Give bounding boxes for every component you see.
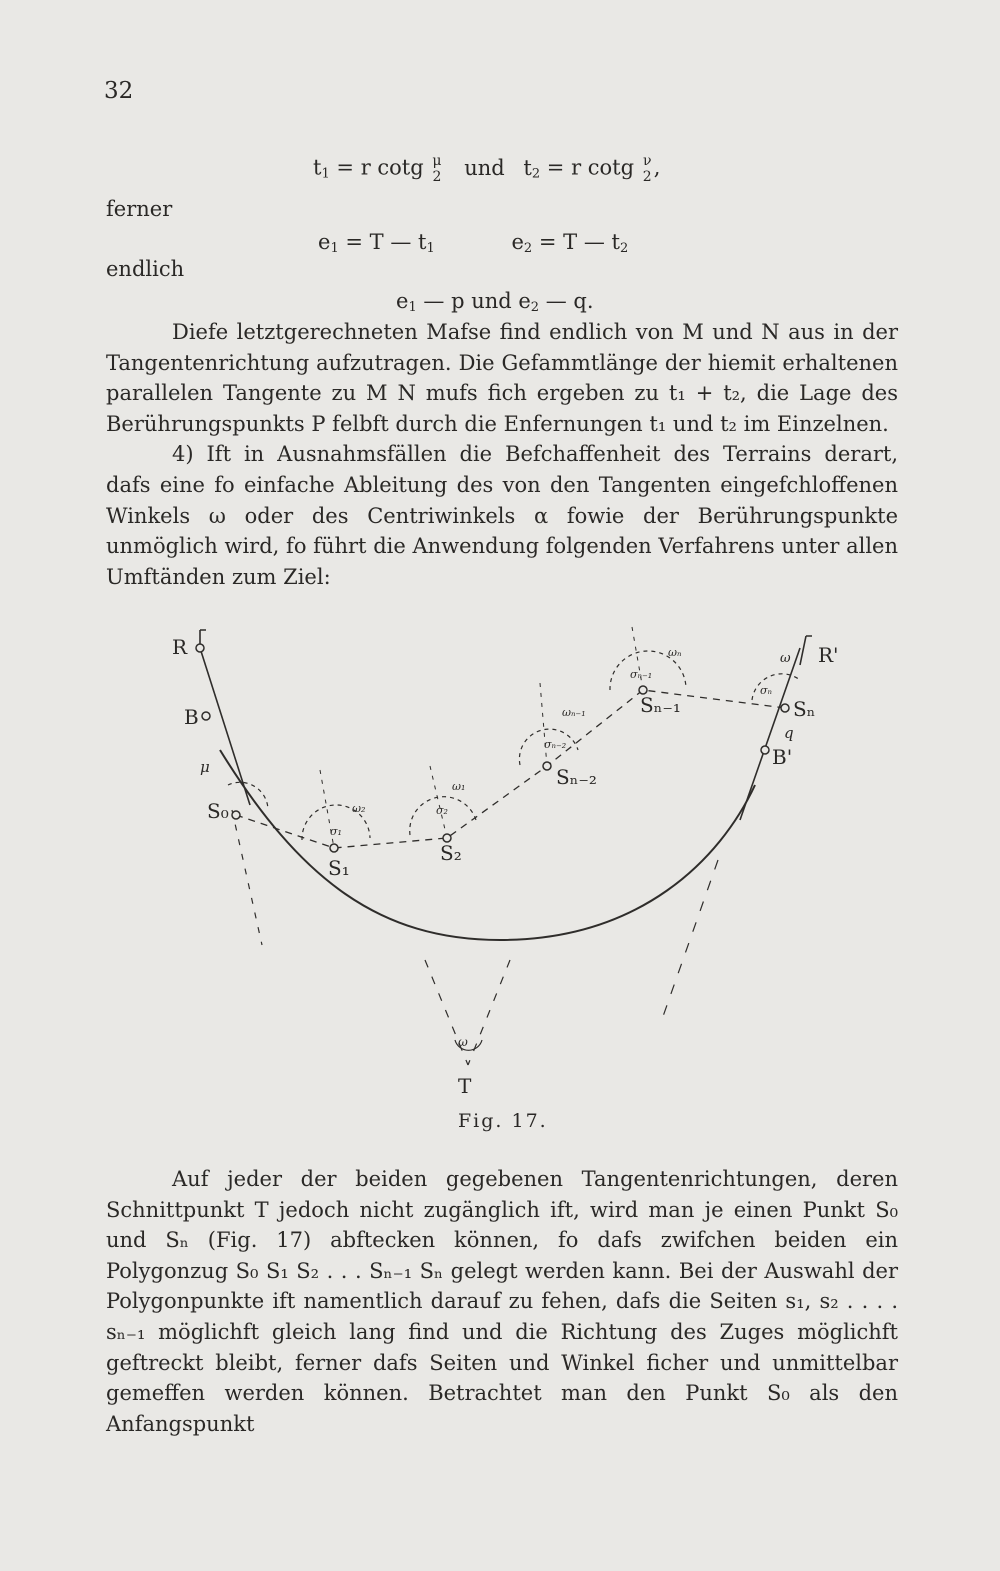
label-B: B xyxy=(184,705,199,729)
t1-subscript: 1 xyxy=(321,166,330,182)
label-sigma-n1: σₙ₋₁ xyxy=(630,668,653,681)
label-R: R xyxy=(172,635,188,659)
fraction-numerator: μ xyxy=(432,153,442,169)
point-S0 xyxy=(232,811,240,819)
e1-symbol-2: e xyxy=(396,289,409,313)
t2-symbol: t xyxy=(523,155,532,180)
e2-subscript-2: 2 xyxy=(530,300,540,315)
point-Sn2 xyxy=(543,762,551,770)
label-sigma-n: σₙ xyxy=(760,684,772,697)
point-Bp xyxy=(761,746,769,754)
tick-s2 xyxy=(430,766,447,838)
label-Bp: B' xyxy=(772,745,793,769)
label-S0: S₀ xyxy=(207,799,229,823)
formula-comma: , xyxy=(653,155,661,180)
tick-sn2 xyxy=(540,683,547,766)
t2-subscript: 2 xyxy=(531,166,541,182)
paragraph-3: Auf jeder der beiden gegebenen Tangentenrichtungen, deren Schnittpunkt T jedoch nicht zugänglich ift, wird man je einen Punkt S₀ und Sₙ (Fig. 17) abftecken können, fo dafs zwifchen beiden ein Polygonzug S₀ S₁ S₂ . . . Sₙ₋₁ Sₙ gelegt werden kann. Bei der Auswahl der Polygonpunkte ift namentlich darauf zu fehen, dafs die Seiten s₁, s₂ . . . . sₙ₋₁ möglichft gleich lang find und die Richtung des Zuges möglichft geftreckt bleibt, ferner dafs Seiten und Winkel ficher und unmittelbar gemeffen werden können. Betrachtet man den Punkt S₀ als den Anfangspunkt xyxy=(106,1167,898,1436)
text-block-lower xyxy=(106,1164,898,1439)
figure-caption: Fig. 17. xyxy=(458,1110,548,1132)
label-T: T xyxy=(458,1074,472,1098)
label-w1: ω₁ xyxy=(452,780,466,793)
q-rhs: — q. xyxy=(539,289,594,313)
label-S1: S₁ xyxy=(328,856,350,880)
label-Sn2: Sₙ₋₂ xyxy=(556,765,597,789)
e2-symbol: e xyxy=(511,230,524,254)
fraction-denominator: 2 xyxy=(432,169,442,185)
label-sigma2: σ₂ xyxy=(436,804,448,817)
e1-subscript: 1 xyxy=(330,241,339,256)
e1-subscript-2: 1 xyxy=(408,300,417,315)
point-R xyxy=(196,644,204,652)
label-sigma-n2: σₙ₋₂ xyxy=(544,738,567,751)
label-w2: ω₂ xyxy=(352,802,366,815)
label-ferner: ferner xyxy=(106,197,173,221)
fraction-numerator: ν xyxy=(642,153,652,169)
paragraph-1: Diefe letztgerechneten Mafse find endlich von M und N aus in der Tangentenrichtung aufzutragen. Die Gefammtlänge der hiemit erhaltenen parallelen Tangente zu M N mufs fich ergeben zu t₁ + t₂, die Lage des Berührungspunkts P felbft durch die Enfernungen t₁ und t₂ im Einzelnen. xyxy=(106,320,898,436)
label-Rp: R' xyxy=(818,643,839,667)
und-word: und xyxy=(464,155,505,180)
polygon-traverse xyxy=(236,690,785,848)
label-wn1: ωₙ₋₁ xyxy=(562,706,586,719)
label-wn: ωₙ xyxy=(668,646,682,659)
e2-rhs-subscript: 2 xyxy=(619,241,629,256)
Rp-flag xyxy=(800,636,812,665)
t1-symbol: t xyxy=(313,155,322,180)
paragraph-2: 4) Ift in Ausnahmsfällen die Befchaffenheit des Terrains derart, dafs eine fo einfache Ableitung des von den Tangenten eingefchloffenen Winkels ω oder des Centriwinkels α fowie der Berührungspunkte unmöglich wird, fo führt die Anwendung folgenden Verfahrens unter allen Umftänden zum Ziel: xyxy=(106,442,898,589)
label-mu: μ xyxy=(200,758,210,776)
e1-rhs: = T — t xyxy=(345,230,427,254)
e2-subscript: 2 xyxy=(523,241,533,256)
label-sigma1: σ₁ xyxy=(330,825,342,838)
e1-rhs-subscript: 1 xyxy=(426,241,435,256)
label-omega-R: ω xyxy=(780,651,791,666)
t1-rhs: = r cotg xyxy=(336,155,424,180)
label-omega-T: ω xyxy=(458,1035,468,1049)
p-und-e2: — p und e xyxy=(416,289,531,313)
label-Sn: Sₙ xyxy=(793,697,816,721)
label-S2: S₂ xyxy=(440,841,462,865)
circular-arc xyxy=(220,750,755,940)
label-q: q xyxy=(784,724,794,742)
label-Sn1: Sₙ₋₁ xyxy=(640,693,681,717)
point-B xyxy=(202,712,210,720)
page-number: 32 xyxy=(104,78,134,104)
right-tangent-extension xyxy=(660,860,718,1025)
fraction-denominator: 2 xyxy=(642,169,652,185)
t2-rhs: = r cotg xyxy=(546,155,635,180)
left-tangent-extension xyxy=(232,810,262,945)
line-to-T-left xyxy=(425,960,468,1065)
point-Sn xyxy=(781,704,789,712)
point-S1 xyxy=(330,844,338,852)
label-endlich: endlich xyxy=(106,257,185,281)
left-tangent-line xyxy=(200,648,250,805)
e1-symbol: e xyxy=(318,230,331,254)
e2-rhs: = T — t xyxy=(538,230,620,254)
